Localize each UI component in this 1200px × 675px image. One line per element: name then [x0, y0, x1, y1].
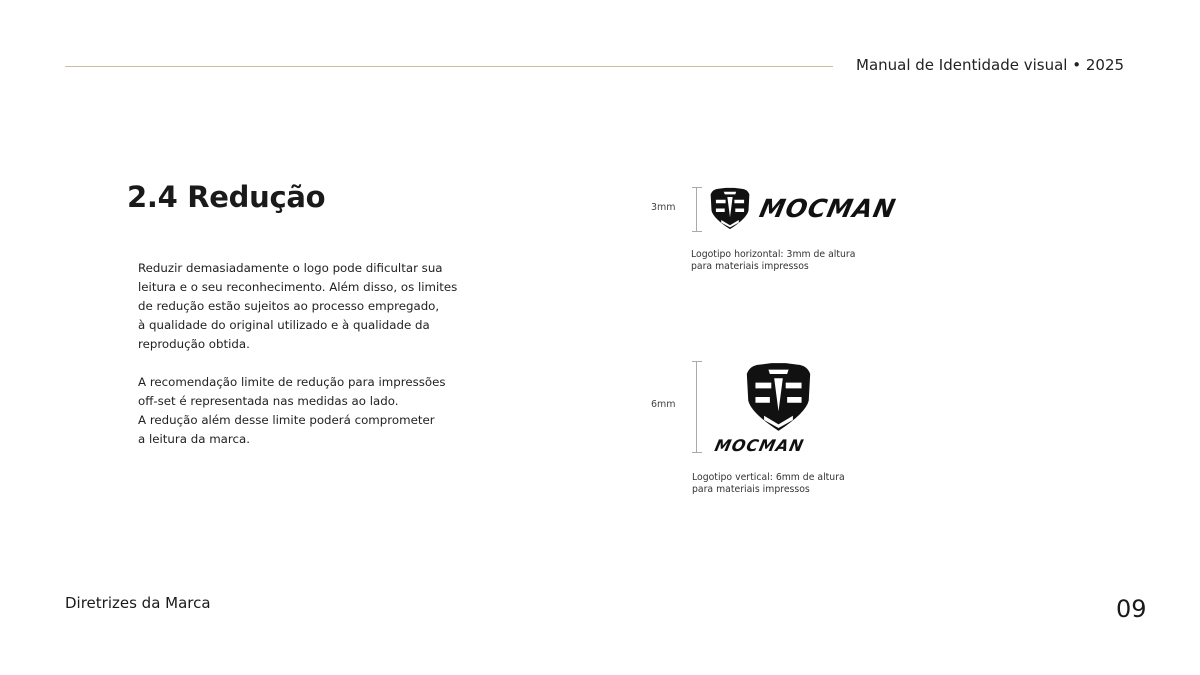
- size-label-horizontal: 3mm: [651, 202, 676, 213]
- header-rule: [65, 66, 833, 67]
- paragraph-1: [138, 259, 457, 354]
- text-line: Reduzir demasiadamente o logo pode dificultar sua: [138, 261, 443, 275]
- shield-logo-icon: [742, 361, 815, 433]
- size-bracket: [692, 361, 702, 453]
- text-line: de redução estão sujeitos ao processo empregado,: [138, 299, 440, 313]
- section-title: 2.4 Redução: [127, 180, 326, 214]
- text-line: A redução além desse limite poderá comprometer: [138, 413, 435, 427]
- text-line: reprodução obtida.: [138, 337, 250, 351]
- paragraph-2: [138, 373, 446, 449]
- caption-line: Logotipo vertical: 6mm de altura: [692, 472, 845, 483]
- text-line: à qualidade do original utilizado e à qualidade da: [138, 318, 430, 332]
- header-title: Manual de Identidade visual • 2025: [856, 56, 1125, 74]
- footer-label: Diretrizes da Marca: [65, 594, 211, 612]
- page-number: 09: [1116, 595, 1147, 623]
- text-line: off-set é representada nas medidas ao lado.: [138, 394, 399, 408]
- size-bracket: [692, 187, 702, 232]
- caption-line: Logotipo horizontal: 3mm de altura: [691, 249, 856, 260]
- brand-wordmark: MOCMAN: [712, 436, 806, 455]
- text-line: a leitura da marca.: [138, 432, 250, 446]
- brand-wordmark: MOCMAN: [756, 194, 899, 223]
- caption-line: para materiais impressos: [691, 261, 809, 272]
- shield-logo-icon: [708, 186, 752, 231]
- size-label-vertical: 6mm: [651, 399, 676, 410]
- caption-vertical: [692, 472, 845, 496]
- caption-line: para materiais impressos: [692, 484, 810, 495]
- text-line: A recomendação limite de redução para impressões: [138, 375, 446, 389]
- text-line: leitura e o seu reconhecimento. Além disso, os limites: [138, 280, 458, 294]
- caption-horizontal: [691, 249, 855, 273]
